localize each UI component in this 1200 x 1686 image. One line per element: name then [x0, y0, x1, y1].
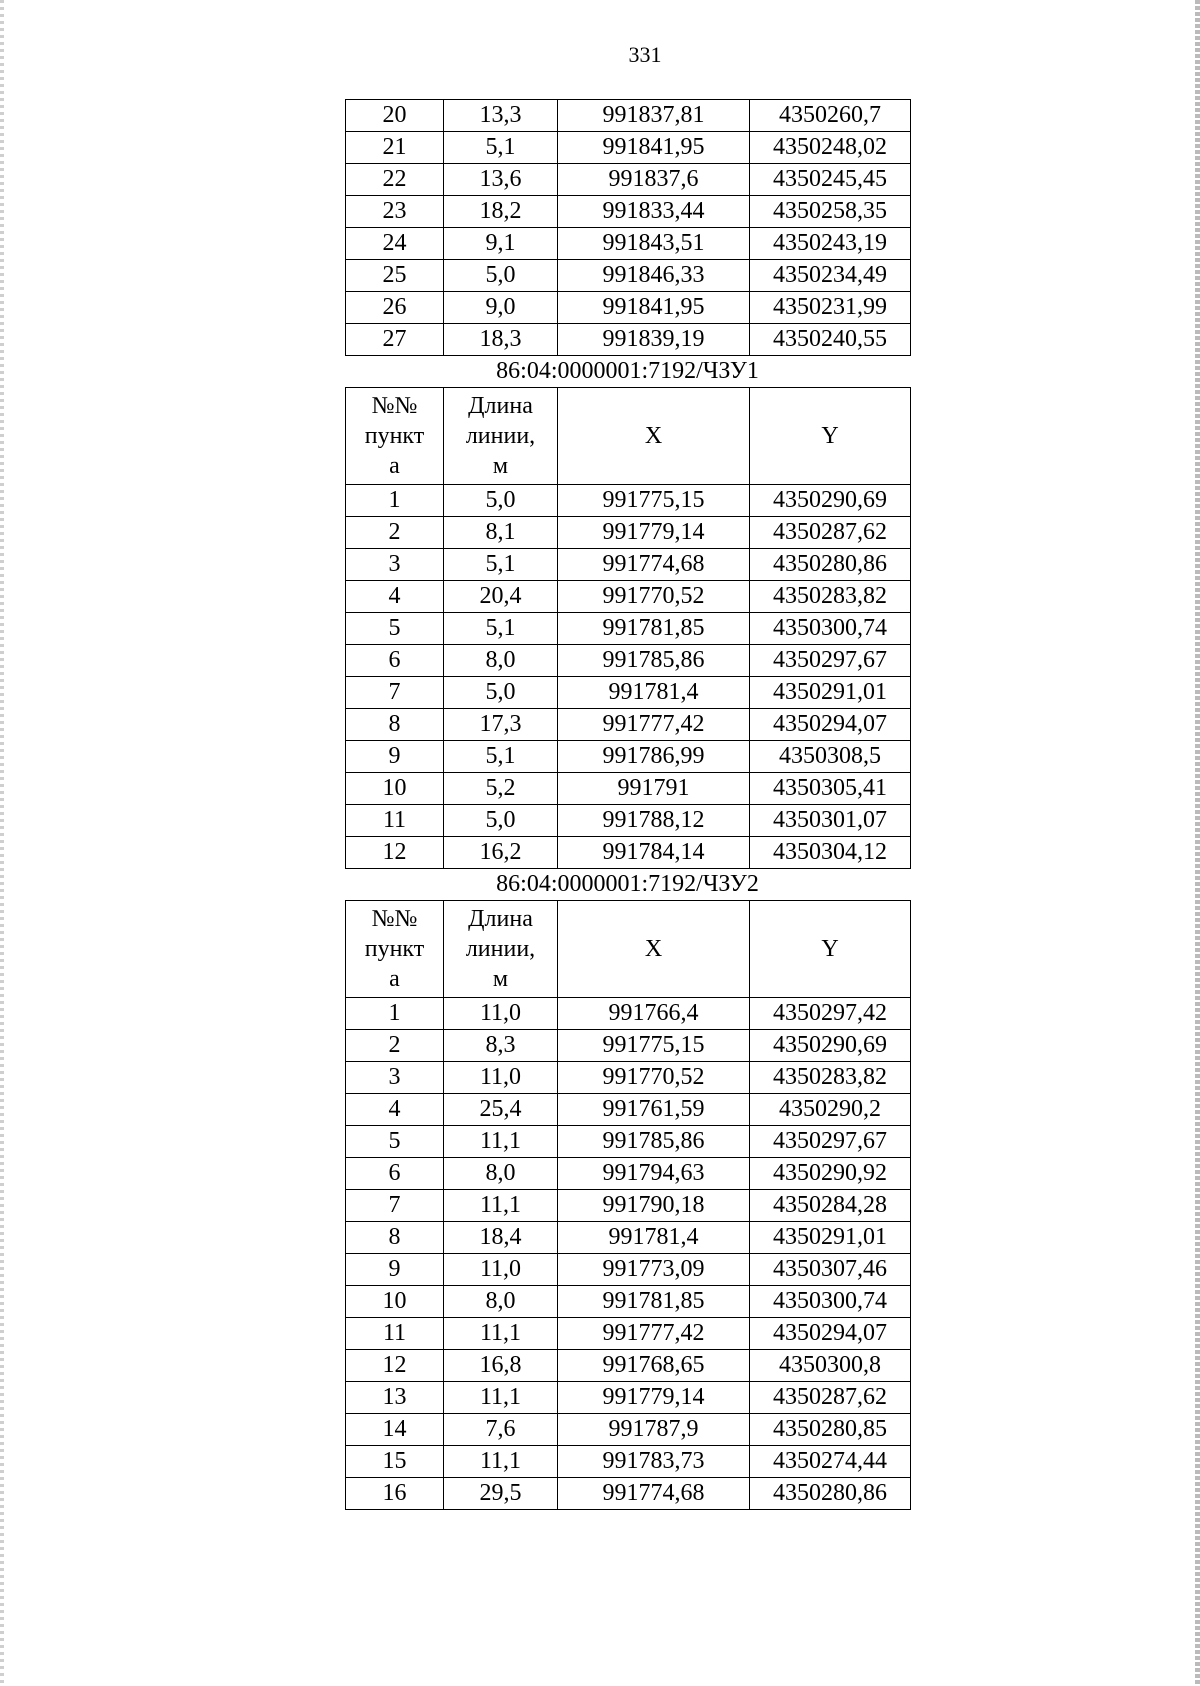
- cell-point-number: 10: [346, 1286, 444, 1318]
- section-title-chzu1: 86:04:0000001:7192/ЧЗУ1: [496, 358, 759, 384]
- cell-x: 991787,9: [558, 1414, 750, 1446]
- cell-point-number: 8: [346, 1222, 444, 1254]
- header-line-length: [444, 388, 558, 485]
- table-row: [346, 805, 911, 837]
- cell-x: 991839,19: [558, 324, 750, 356]
- header-text: м: [492, 453, 509, 479]
- cell-x: 991788,12: [558, 805, 750, 837]
- cell-x: 991837,6: [558, 164, 750, 196]
- cell-line-length: 20,4: [444, 581, 558, 613]
- cell-x: 991837,81: [558, 100, 750, 132]
- header-text: пункт: [364, 423, 425, 449]
- cell-line-length: 8,0: [444, 1286, 558, 1318]
- table-row: [346, 613, 911, 645]
- table-row: [346, 260, 911, 292]
- cell-x: 991785,86: [558, 1126, 750, 1158]
- cell-x: 991843,51: [558, 228, 750, 260]
- cell-line-length: 5,0: [444, 805, 558, 837]
- cell-line-length: 9,0: [444, 292, 558, 324]
- cell-y: 4350258,35: [750, 196, 911, 228]
- cell-y: 4350231,99: [750, 292, 911, 324]
- cell-x: 991794,63: [558, 1158, 750, 1190]
- table-row: [346, 1190, 911, 1222]
- header-x: X: [558, 388, 750, 485]
- cell-x: 991781,85: [558, 613, 750, 645]
- cell-y: 4350305,41: [750, 773, 911, 805]
- cell-point-number: 1: [346, 485, 444, 517]
- cell-point-number: 26: [346, 292, 444, 324]
- header-text: №№: [371, 393, 418, 419]
- cell-x: 991790,18: [558, 1190, 750, 1222]
- cell-x: 991781,85: [558, 1286, 750, 1318]
- cell-line-length: 5,0: [444, 677, 558, 709]
- cell-line-length: 5,1: [444, 549, 558, 581]
- cell-y: 4350260,7: [750, 100, 911, 132]
- cell-y: 4350297,42: [750, 998, 911, 1030]
- table-row: [346, 1478, 911, 1510]
- cell-line-length: 11,1: [444, 1446, 558, 1478]
- cell-y: 4350297,67: [750, 645, 911, 677]
- cell-point-number: 11: [346, 1318, 444, 1350]
- cell-y: 4350280,86: [750, 549, 911, 581]
- document-content: [345, 99, 910, 1510]
- header-text: №№: [371, 906, 418, 932]
- cell-point-number: 5: [346, 1126, 444, 1158]
- cell-y: 4350243,19: [750, 228, 911, 260]
- cell-x: 991770,52: [558, 581, 750, 613]
- cell-y: 4350283,82: [750, 581, 911, 613]
- page-number: 331: [628, 42, 662, 67]
- cell-y: 4350307,46: [750, 1254, 911, 1286]
- cell-y: 4350301,07: [750, 805, 911, 837]
- cell-point-number: 16: [346, 1478, 444, 1510]
- cell-y: 4350300,8: [750, 1350, 911, 1382]
- table-row: [346, 1126, 911, 1158]
- cell-y: 4350294,07: [750, 709, 911, 741]
- table-row: [346, 1286, 911, 1318]
- table-body: [346, 100, 911, 356]
- cell-line-length: 13,3: [444, 100, 558, 132]
- cell-y: 4350287,62: [750, 517, 911, 549]
- cell-line-length: 5,2: [444, 773, 558, 805]
- cell-line-length: 9,1: [444, 228, 558, 260]
- table-row: [346, 549, 911, 581]
- cell-line-length: 11,0: [444, 998, 558, 1030]
- header-text: а: [389, 966, 400, 992]
- cell-point-number: 1: [346, 998, 444, 1030]
- cell-x: 991785,86: [558, 645, 750, 677]
- cell-line-length: 8,0: [444, 645, 558, 677]
- cell-line-length: 5,1: [444, 613, 558, 645]
- table-row: [346, 837, 911, 869]
- cell-y: 4350304,12: [750, 837, 911, 869]
- cell-point-number: 24: [346, 228, 444, 260]
- header-text: Длина: [468, 393, 533, 419]
- cell-point-number: 21: [346, 132, 444, 164]
- cell-y: 4350297,67: [750, 1126, 911, 1158]
- table-row: [346, 1062, 911, 1094]
- cell-point-number: 11: [346, 805, 444, 837]
- table-row: [346, 1350, 911, 1382]
- cell-y: 4350290,69: [750, 1030, 911, 1062]
- table-row: [346, 645, 911, 677]
- header-text: м: [492, 966, 509, 992]
- cell-line-length: 18,4: [444, 1222, 558, 1254]
- cell-point-number: 15: [346, 1446, 444, 1478]
- cell-x: 991774,68: [558, 1478, 750, 1510]
- cell-line-length: 5,0: [444, 485, 558, 517]
- coordinates-table-chzu2: [345, 900, 911, 1510]
- cell-y: 4350280,86: [750, 1478, 911, 1510]
- table-header-row: [346, 901, 911, 998]
- table-row: [346, 164, 911, 196]
- header-text: а: [389, 453, 400, 479]
- table-row: [346, 485, 911, 517]
- cell-y: 4350300,74: [750, 1286, 911, 1318]
- cell-point-number: 23: [346, 196, 444, 228]
- cell-x: 991766,4: [558, 998, 750, 1030]
- cell-line-length: 5,0: [444, 260, 558, 292]
- cell-line-length: 11,0: [444, 1254, 558, 1286]
- cell-y: 4350294,07: [750, 1318, 911, 1350]
- table-row: [346, 581, 911, 613]
- cell-point-number: 12: [346, 1350, 444, 1382]
- table-row: [346, 741, 911, 773]
- cell-point-number: 5: [346, 613, 444, 645]
- cell-line-length: 7,6: [444, 1414, 558, 1446]
- header-point-number: [346, 901, 444, 998]
- cell-x: 991775,15: [558, 1030, 750, 1062]
- cell-point-number: 3: [346, 549, 444, 581]
- cell-point-number: 9: [346, 1254, 444, 1286]
- header-y: Y: [750, 388, 911, 485]
- cell-point-number: 10: [346, 773, 444, 805]
- cell-y: 4350291,01: [750, 1222, 911, 1254]
- table-body: [346, 485, 911, 869]
- cell-point-number: 7: [346, 677, 444, 709]
- header-text: пункт: [364, 936, 425, 962]
- table-row: [346, 1254, 911, 1286]
- cell-y: 4350287,62: [750, 1382, 911, 1414]
- header-x: X: [558, 901, 750, 998]
- cell-x: 991846,33: [558, 260, 750, 292]
- table-row: [346, 1158, 911, 1190]
- table-row: [346, 998, 911, 1030]
- cell-point-number: 8: [346, 709, 444, 741]
- cell-y: 4350290,92: [750, 1158, 911, 1190]
- table-row: [346, 709, 911, 741]
- cell-point-number: 12: [346, 837, 444, 869]
- table-row: [346, 1446, 911, 1478]
- cell-x: 991761,59: [558, 1094, 750, 1126]
- cell-point-number: 27: [346, 324, 444, 356]
- table-row: [346, 100, 911, 132]
- cell-y: 4350234,49: [750, 260, 911, 292]
- cell-y: 4350248,02: [750, 132, 911, 164]
- cell-line-length: 8,0: [444, 1158, 558, 1190]
- scan-edge-left: [0, 0, 4, 1686]
- cell-line-length: 11,1: [444, 1126, 558, 1158]
- table-row: [346, 1382, 911, 1414]
- cell-y: 4350283,82: [750, 1062, 911, 1094]
- cell-point-number: 3: [346, 1062, 444, 1094]
- table-row: [346, 228, 911, 260]
- table-row: [346, 1318, 911, 1350]
- cell-point-number: 14: [346, 1414, 444, 1446]
- cell-x: 991781,4: [558, 677, 750, 709]
- header-y: Y: [750, 901, 911, 998]
- table-row: [346, 132, 911, 164]
- cell-line-length: 29,5: [444, 1478, 558, 1510]
- cell-x: 991791: [558, 773, 750, 805]
- cell-y: 4350245,45: [750, 164, 911, 196]
- cell-point-number: 7: [346, 1190, 444, 1222]
- table-body: [346, 998, 911, 1510]
- cell-x: 991833,44: [558, 196, 750, 228]
- cell-line-length: 11,1: [444, 1382, 558, 1414]
- cell-x: 991774,68: [558, 549, 750, 581]
- cell-line-length: 11,1: [444, 1190, 558, 1222]
- table-row: [346, 1030, 911, 1062]
- table-header-row: [346, 388, 911, 485]
- cell-point-number: 6: [346, 1158, 444, 1190]
- cell-x: 991773,09: [558, 1254, 750, 1286]
- cell-line-length: 8,3: [444, 1030, 558, 1062]
- cell-x: 991777,42: [558, 1318, 750, 1350]
- cell-line-length: 17,3: [444, 709, 558, 741]
- cell-x: 991770,52: [558, 1062, 750, 1094]
- cell-point-number: 20: [346, 100, 444, 132]
- cell-line-length: 16,2: [444, 837, 558, 869]
- table-row: [346, 773, 911, 805]
- scan-edge-right: [1195, 0, 1200, 1686]
- cell-line-length: 5,1: [444, 741, 558, 773]
- table-row: [346, 1094, 911, 1126]
- cell-point-number: 4: [346, 581, 444, 613]
- table-row: [346, 1222, 911, 1254]
- cell-x: 991784,14: [558, 837, 750, 869]
- cell-y: 4350291,01: [750, 677, 911, 709]
- cell-line-length: 18,3: [444, 324, 558, 356]
- cell-x: 991781,4: [558, 1222, 750, 1254]
- section-title-chzu2: 86:04:0000001:7192/ЧЗУ2: [496, 871, 759, 897]
- cell-line-length: 25,4: [444, 1094, 558, 1126]
- table-row: [346, 196, 911, 228]
- cell-x: 991841,95: [558, 132, 750, 164]
- cell-point-number: 2: [346, 517, 444, 549]
- table-row: [346, 1414, 911, 1446]
- cell-point-number: 22: [346, 164, 444, 196]
- cell-x: 991768,65: [558, 1350, 750, 1382]
- cell-point-number: 9: [346, 741, 444, 773]
- cell-y: 4350274,44: [750, 1446, 911, 1478]
- coordinates-table-continued: [345, 99, 911, 356]
- table-row: [346, 292, 911, 324]
- cell-y: 4350290,69: [750, 485, 911, 517]
- cell-line-length: 16,8: [444, 1350, 558, 1382]
- header-point-number: [346, 388, 444, 485]
- cell-y: 4350284,28: [750, 1190, 911, 1222]
- cell-x: 991775,15: [558, 485, 750, 517]
- table-row: [346, 324, 911, 356]
- cell-point-number: 2: [346, 1030, 444, 1062]
- cell-point-number: 6: [346, 645, 444, 677]
- cell-x: 991786,99: [558, 741, 750, 773]
- cell-x: 991779,14: [558, 1382, 750, 1414]
- cell-line-length: 11,0: [444, 1062, 558, 1094]
- cell-y: 4350308,5: [750, 741, 911, 773]
- cell-y: 4350280,85: [750, 1414, 911, 1446]
- cell-line-length: 18,2: [444, 196, 558, 228]
- cell-line-length: 5,1: [444, 132, 558, 164]
- header-text: Длина: [468, 906, 533, 932]
- cell-point-number: 4: [346, 1094, 444, 1126]
- cell-y: 4350300,74: [750, 613, 911, 645]
- cell-line-length: 11,1: [444, 1318, 558, 1350]
- table-row: [346, 517, 911, 549]
- cell-x: 991783,73: [558, 1446, 750, 1478]
- cell-line-length: 8,1: [444, 517, 558, 549]
- cell-point-number: 25: [346, 260, 444, 292]
- header-text: линии,: [465, 936, 536, 962]
- cell-point-number: 13: [346, 1382, 444, 1414]
- header-line-length: [444, 901, 558, 998]
- cell-y: 4350290,2: [750, 1094, 911, 1126]
- table-row: [346, 677, 911, 709]
- cell-y: 4350240,55: [750, 324, 911, 356]
- coordinates-table-chzu1: [345, 387, 911, 869]
- cell-line-length: 13,6: [444, 164, 558, 196]
- cell-x: 991841,95: [558, 292, 750, 324]
- cell-x: 991779,14: [558, 517, 750, 549]
- cell-x: 991777,42: [558, 709, 750, 741]
- header-text: линии,: [465, 423, 536, 449]
